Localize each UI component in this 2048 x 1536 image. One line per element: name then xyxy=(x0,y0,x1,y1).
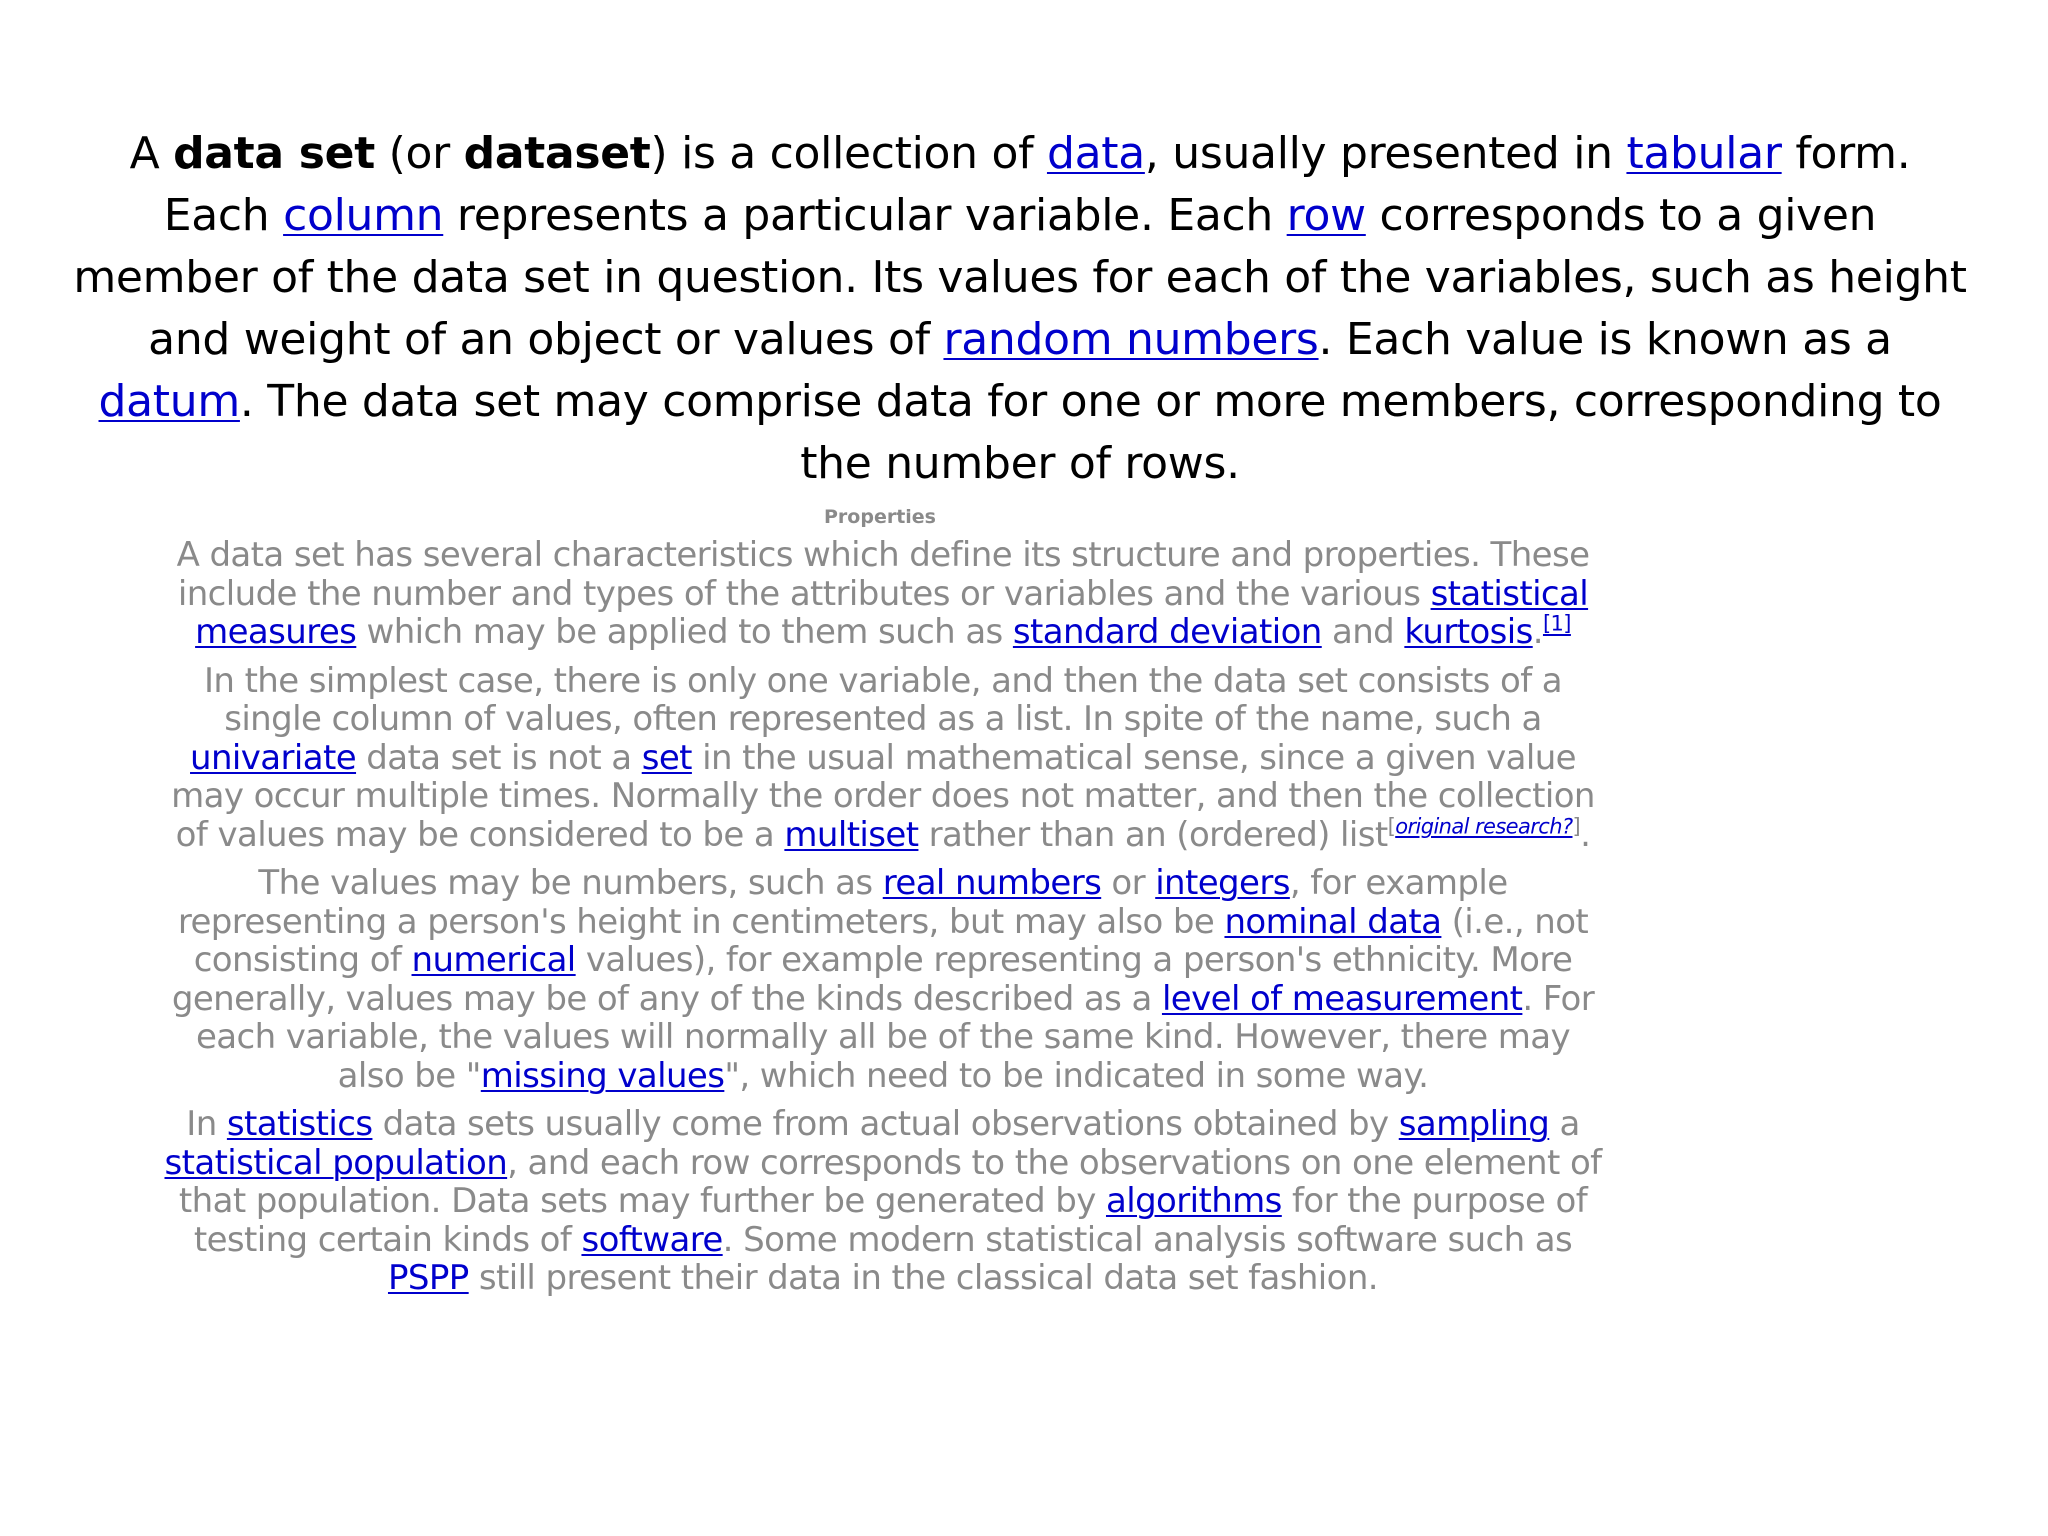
paragraph-text: . Some modern statistical analysis software such as xyxy=(722,1219,1573,1260)
paragraph-text: . For each variable, the values will normally all be of the same kind. However, there may also be " xyxy=(195,978,1595,1096)
properties-paragraph-1 xyxy=(158,536,1608,652)
paragraph-text: which may be applied to them such as xyxy=(356,612,1013,652)
paragraph-text: data set is not a xyxy=(356,737,642,778)
link-column[interactable]: column xyxy=(283,190,444,241)
paragraph-text: A data set has several characteristics which define its structure and properties. These include the number and types of the attributes or variables and the various xyxy=(176,535,1590,614)
paragraph-text: a xyxy=(1549,1104,1580,1144)
properties-section xyxy=(158,536,1608,1308)
citation-needed-superscript xyxy=(1388,814,1580,838)
link-set[interactable]: set xyxy=(641,737,692,778)
paragraph-text: for the purpose of testing certain kinds of xyxy=(193,1181,1588,1260)
intro-paragraph xyxy=(70,123,1970,495)
reference-superscript xyxy=(1543,612,1571,636)
intro-text: corresponds to a given member of the data set in question. Its values for each of the variables, such as height and weight of an object or values of xyxy=(73,190,1967,365)
link-pspp[interactable]: PSPP xyxy=(387,1258,469,1298)
properties-paragraph-4 xyxy=(158,1105,1608,1298)
paragraph-text: and xyxy=(1321,612,1405,652)
intro-text: A xyxy=(129,128,174,179)
link-reference-1[interactable]: [1] xyxy=(1542,611,1571,636)
intro-text: . The data set may comprise data for one or more members, corresponding to the number of rows. xyxy=(239,376,1942,489)
paragraph-text: still present their data in the classical data set fashion. xyxy=(468,1258,1379,1298)
link-statistical-population[interactable]: statistical population xyxy=(164,1142,508,1183)
link-univariate[interactable]: univariate xyxy=(190,737,357,778)
link-data[interactable]: data xyxy=(1046,128,1145,179)
link-kurtosis[interactable]: kurtosis xyxy=(1404,612,1533,652)
term-data-set: data set xyxy=(173,128,375,179)
link-missing-values[interactable]: missing values xyxy=(480,1055,725,1096)
paragraph-text: (i.e., not consisting of xyxy=(193,901,1589,980)
link-sampling[interactable]: sampling xyxy=(1398,1104,1550,1144)
link-statistics[interactable]: statistics xyxy=(226,1104,373,1144)
paragraph-text: ", which need to be indicated in some way. xyxy=(724,1055,1429,1096)
link-standard-deviation[interactable]: standard deviation xyxy=(1012,612,1322,652)
link-datum[interactable]: datum xyxy=(98,376,240,427)
link-integers[interactable]: integers xyxy=(1155,863,1290,903)
paragraph-text: or xyxy=(1101,863,1156,903)
paragraph-text: . xyxy=(1580,814,1591,855)
intro-text: ) is a collection of xyxy=(650,128,1047,179)
paragraph-text: . xyxy=(1532,612,1543,652)
link-numerical[interactable]: numerical xyxy=(411,940,576,980)
paragraph-text: In xyxy=(186,1104,227,1144)
intro-text: form. Each xyxy=(163,128,1911,241)
paragraph-text: The values may be numbers, such as xyxy=(258,863,883,903)
link-real-numbers[interactable]: real numbers xyxy=(882,863,1102,903)
link-random-numbers[interactable]: random numbers xyxy=(943,314,1319,365)
paragraph-text: rather than an (ordered) list xyxy=(918,814,1388,855)
bracket-open: [ xyxy=(1387,814,1396,839)
link-statistical-measures[interactable]: statistical measures xyxy=(195,573,1589,652)
link-row[interactable]: row xyxy=(1286,190,1366,241)
term-dataset: dataset xyxy=(463,128,651,179)
properties-paragraph-3 xyxy=(158,864,1608,1095)
paragraph-text: in the usual mathematical sense, since a given value may occur multiple times. Normally the order does not matter, and then the collection of values may be considered to be a xyxy=(171,737,1595,855)
link-tabular[interactable]: tabular xyxy=(1626,128,1782,179)
intro-text: represents a particular variable. Each xyxy=(443,190,1287,241)
bracket-close: ] xyxy=(1572,814,1581,839)
paragraph-text: In the simplest case, there is only one variable, and then the data set consists of a single column of values, often represented as a list. In spite of the name, such a xyxy=(203,660,1563,739)
link-algorithms[interactable]: algorithms xyxy=(1105,1181,1282,1221)
link-multiset[interactable]: multiset xyxy=(784,814,919,855)
link-level-of-measurement[interactable]: level of measurement xyxy=(1161,978,1523,1019)
link-nominal-data[interactable]: nominal data xyxy=(1224,901,1442,942)
properties-paragraph-2 xyxy=(158,662,1608,855)
link-original-research[interactable]: original research? xyxy=(1395,814,1573,839)
paragraph-text: data sets usually come from actual observations obtained by xyxy=(372,1104,1399,1144)
paragraph-text: values), for example representing a person's ethnicity. More generally, values may be of any of the kinds described as a xyxy=(171,940,1573,1019)
intro-text: , usually presented in xyxy=(1144,128,1627,179)
paragraph-text: , and each row corresponds to the observations on one element of that population. Data sets may further be generated by xyxy=(178,1142,1602,1221)
paragraph-text: , for example representing a person's height in centimeters, but may also be xyxy=(177,863,1508,942)
section-heading-properties: Properties xyxy=(824,506,936,528)
intro-text: . Each value is known as a xyxy=(1318,314,1892,365)
intro-text: (or xyxy=(374,128,464,179)
link-software[interactable]: software xyxy=(581,1219,723,1260)
